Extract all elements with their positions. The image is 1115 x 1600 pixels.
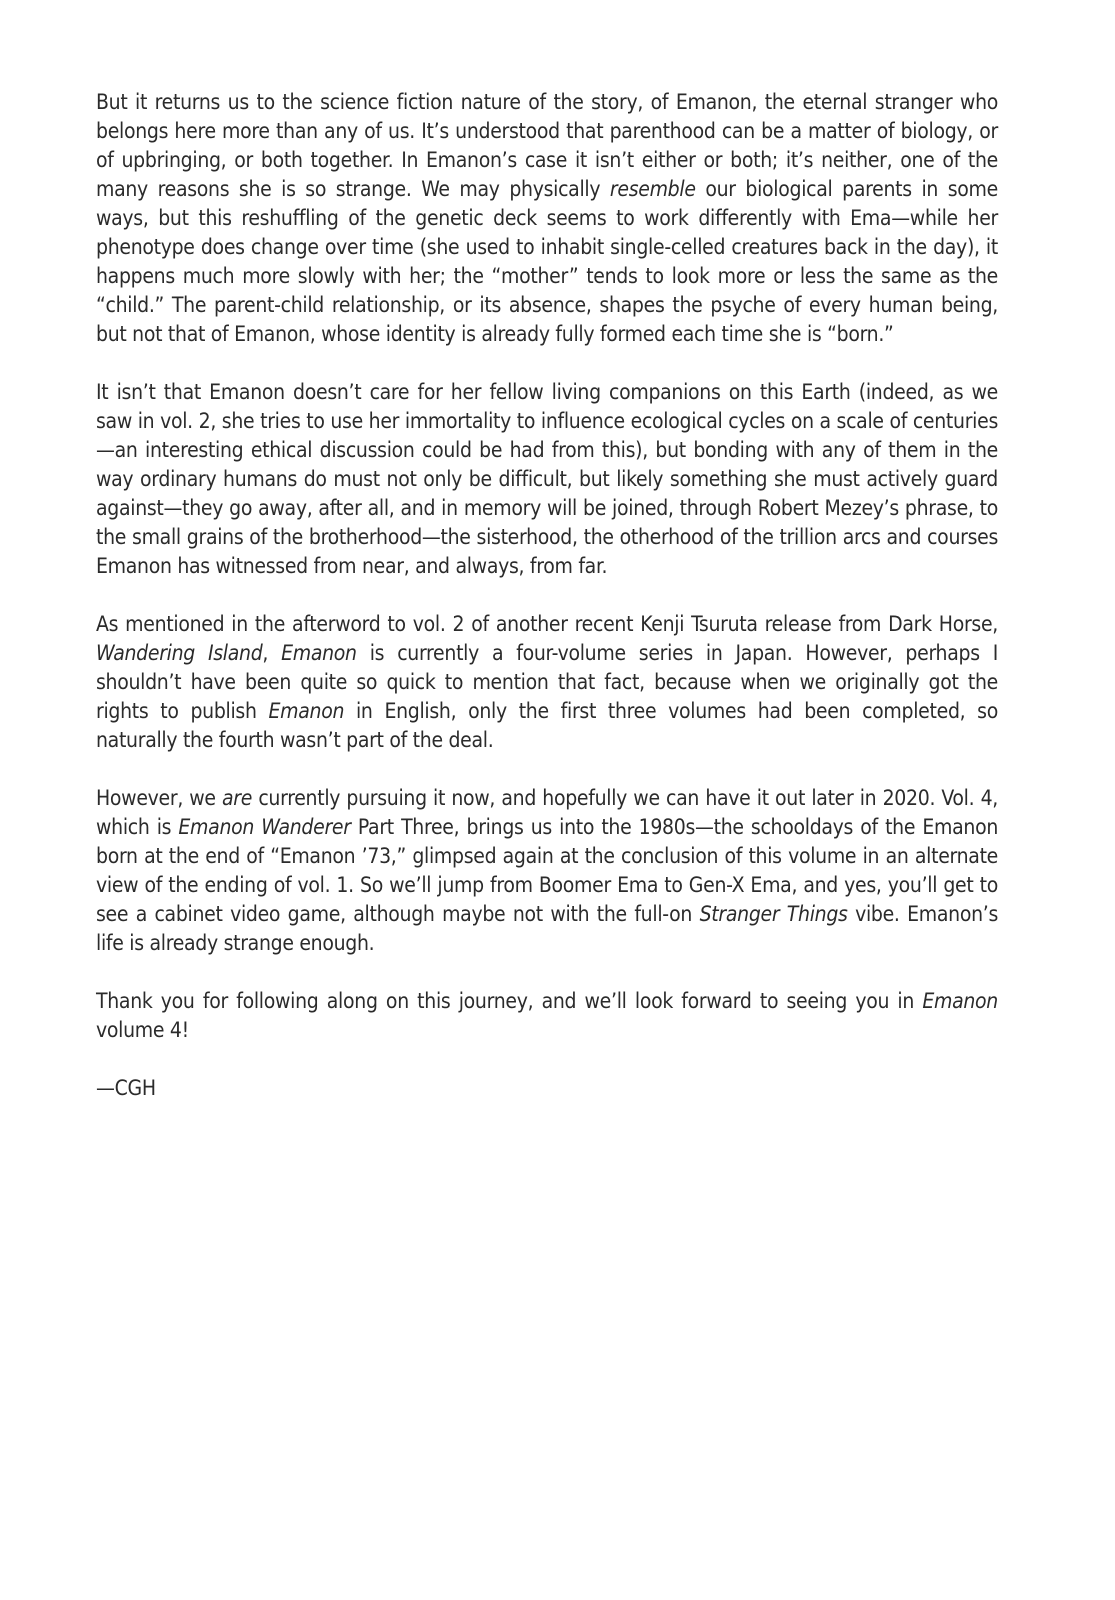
paragraph-text: in English, only the first three volumes had been completed, so naturally the fourth wasn’t part of the deal.: [96, 699, 998, 752]
afterword-page: [96, 88, 998, 1103]
paragraph-text: However, we: [96, 786, 223, 810]
paragraph-text: ,: [262, 641, 282, 665]
emphasis-text: Wandering Island: [96, 641, 263, 665]
paragraph-text: is currently a four-volume series in Japan. However, perhaps I shouldn’t have been quite so quick to mention that fact, because when we originally got the rights to publish: [96, 641, 998, 723]
paragraph-text: currently pursuing it now, and hopefully we can have it out later in 2020. Vol. 4, which is: [96, 786, 998, 839]
emphasis-text: Emanon: [281, 641, 357, 665]
paragraph-text: Part Three, brings us into the 1980s—the schooldays of the Emanon born at the end of “Emanon ’73,” glimpsed again at the conclusion of this volume in an alternate view of the ending of vol. 1. So we’ll jump from Boomer Ema to Gen-X Ema, and yes, you’ll get to see a cabinet video game, although maybe not with the full-on: [96, 815, 998, 926]
paragraph-text: volume 4!: [96, 1018, 189, 1042]
paragraph-text: It isn’t that Emanon doesn’t care for her fellow living companions on this Earth (indeed, as we saw in vol. 2, she tries to use her immortality to influence ecological cycles on a scale of centuries—an interesting ethical discussion could be had from this), but bonding with any of them in the way ordinary humans do must not only be difficult, but likely something she must actively guard against—they go away, after all, and in memory will be joined, through Robert Mezey’s phrase, to the small grains of the brotherhood—the sisterhood, the otherhood of the trillion arcs and courses Emanon has witnessed from near, and always, from far.: [96, 380, 998, 578]
paragraph-1: [96, 88, 998, 349]
paragraph-2: [96, 378, 998, 581]
paragraph-text: Thank you for following along on this journey, and we’ll look forward to seeing you in: [96, 989, 923, 1013]
emphasis-text: resemble: [609, 177, 696, 201]
paragraph-4: [96, 784, 998, 958]
paragraph-3: [96, 610, 998, 755]
emphasis-text: Stranger Things: [699, 902, 848, 926]
paragraph-5: [96, 987, 998, 1045]
emphasis-text: Emanon Wanderer: [178, 815, 351, 839]
signature: —CGH: [96, 1076, 156, 1100]
paragraph-text: But it returns us to the science fiction nature of the story, of Emanon, the eternal stranger who belongs here more than any of us. It’s understood that parenthood can be a matter of biology, or of upbringing, or both together. In Emanon’s case it isn’t either or both; it’s neither, one of the many reasons she is so strange. We may physically: [96, 90, 998, 201]
emphasis-text: Emanon: [922, 989, 998, 1013]
emphasis-text: Emanon: [268, 699, 345, 723]
paragraph-text: our biological parents in some ways, but this reshuffling of the genetic deck seems to work differently with Ema—while her phenotype does change over time (she used to inhabit single-celled creatures back in the day), it happens much more slowly with her; the “mother” tends to look more or less the same as the “child.” The parent-child relationship, or its absence, shapes the psyche of every human being, but not that of Emanon, whose identity is already fully formed each time she is “born.”: [96, 177, 998, 346]
paragraph-text: As mentioned in the afterword to vol. 2 of another recent Kenji Tsuruta release from Dark Horse,: [96, 612, 998, 636]
paragraph-text: vibe. Emanon’s life is already strange enough.: [96, 902, 998, 955]
emphasis-text: are: [222, 786, 253, 810]
